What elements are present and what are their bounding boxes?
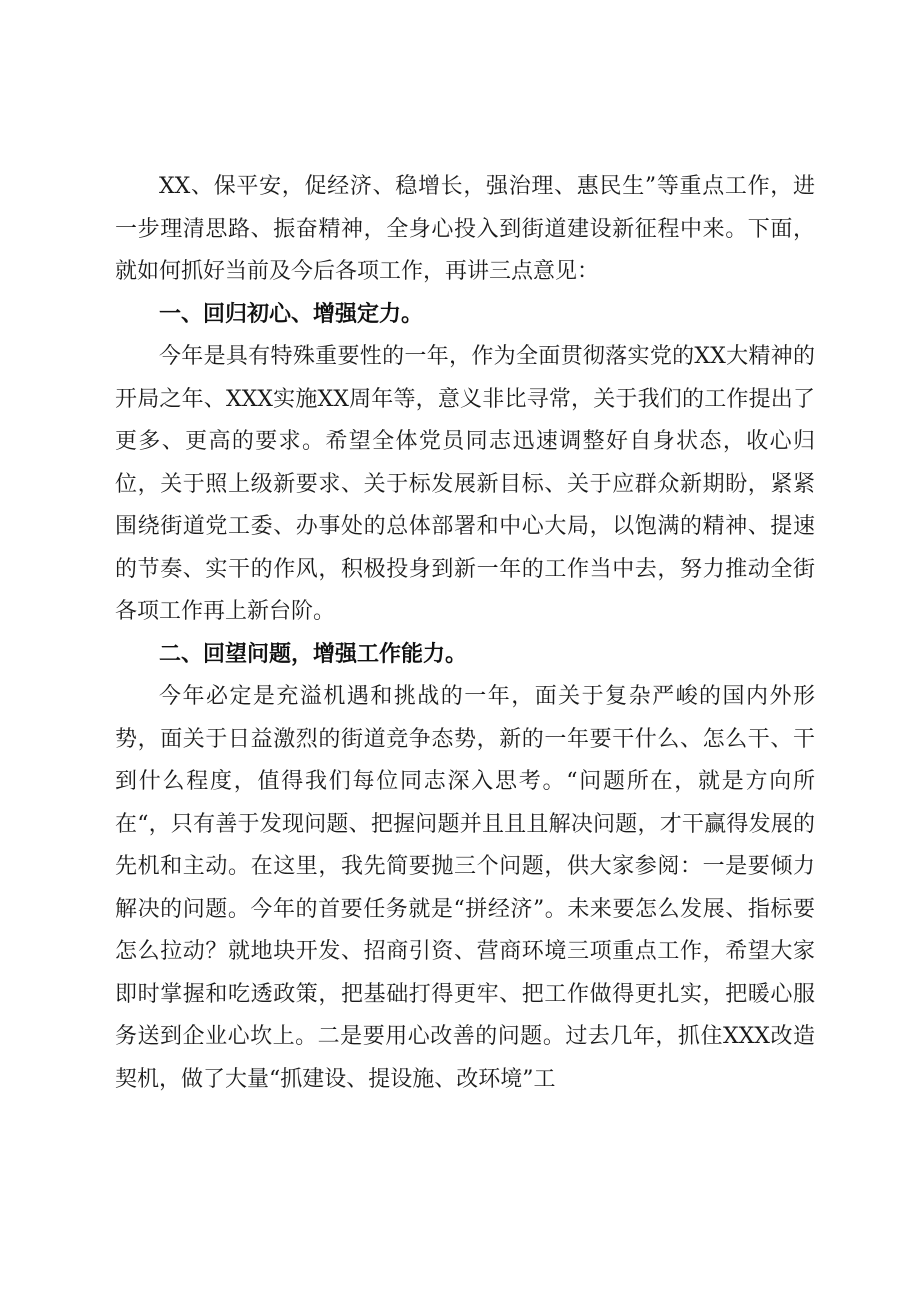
section-1-paragraph: 今年是具有特殊重要性的一年，作为全面贯彻落实党的XX大精神的开局之年、XXX实施XX周年等，意义非比寻常，关于我们的工作提出了更多、更高的要求。希望全体党员同志迅速调整好自身状态，收心归位，关于照上级新要求、关于标发展新目标、关于应群众新期盼，紧紧围绕街道党工委、办事处的总体部署和中心大局，以饱满的精神、提速的节奏、实干的作风，积极投身到新一年的工作当中去，努力推动全街各项工作再上新台阶。 bbox=[115, 344, 815, 624]
section-1-heading: 一、回归初心、增强定力。 bbox=[159, 301, 424, 327]
document-body bbox=[115, 166, 815, 1101]
section-2-paragraph: 今年必定是充溢机遇和挑战的一年，面关于复杂严峻的国内外形势，面关于日益激烈的街道竞争态势，新的一年要干什么、怎么干、干到什么程度，值得我们每位同志深入思考。“问题所在，就是方向所在“，只有善于发现问题、把握问题并且且且解决问题，才干赢得发展的先机和主动。在这里，我先简要抛三个问题，供大家参阅：一是要倾力解决的问题。今年的首要任务就是“拼经济”。未来要怎么发展、指标要怎么拉动？就地块开发、招商引资、营商环境三项重点工作，希望大家即时掌握和吃透政策，把基础打得更牢、把工作做得更扎实，把暖心服务送到企业心坎上。二是要用心改善的问题。过去几年，抓住XXX改造契机，做了大量“抓建设、提设施、改环境”工 bbox=[115, 684, 815, 1092]
section-2-heading: 二、回望问题，增强工作能力。 bbox=[159, 641, 468, 667]
intro-paragraph: XX、保平安，促经济、稳增长，强治理、惠民生”等重点工作，进一步理清思路、振奋精神，全身心投入到街道建设新征程中来。下面，就如何抓好当前及今后各项工作，再讲三点意见： bbox=[115, 174, 815, 284]
